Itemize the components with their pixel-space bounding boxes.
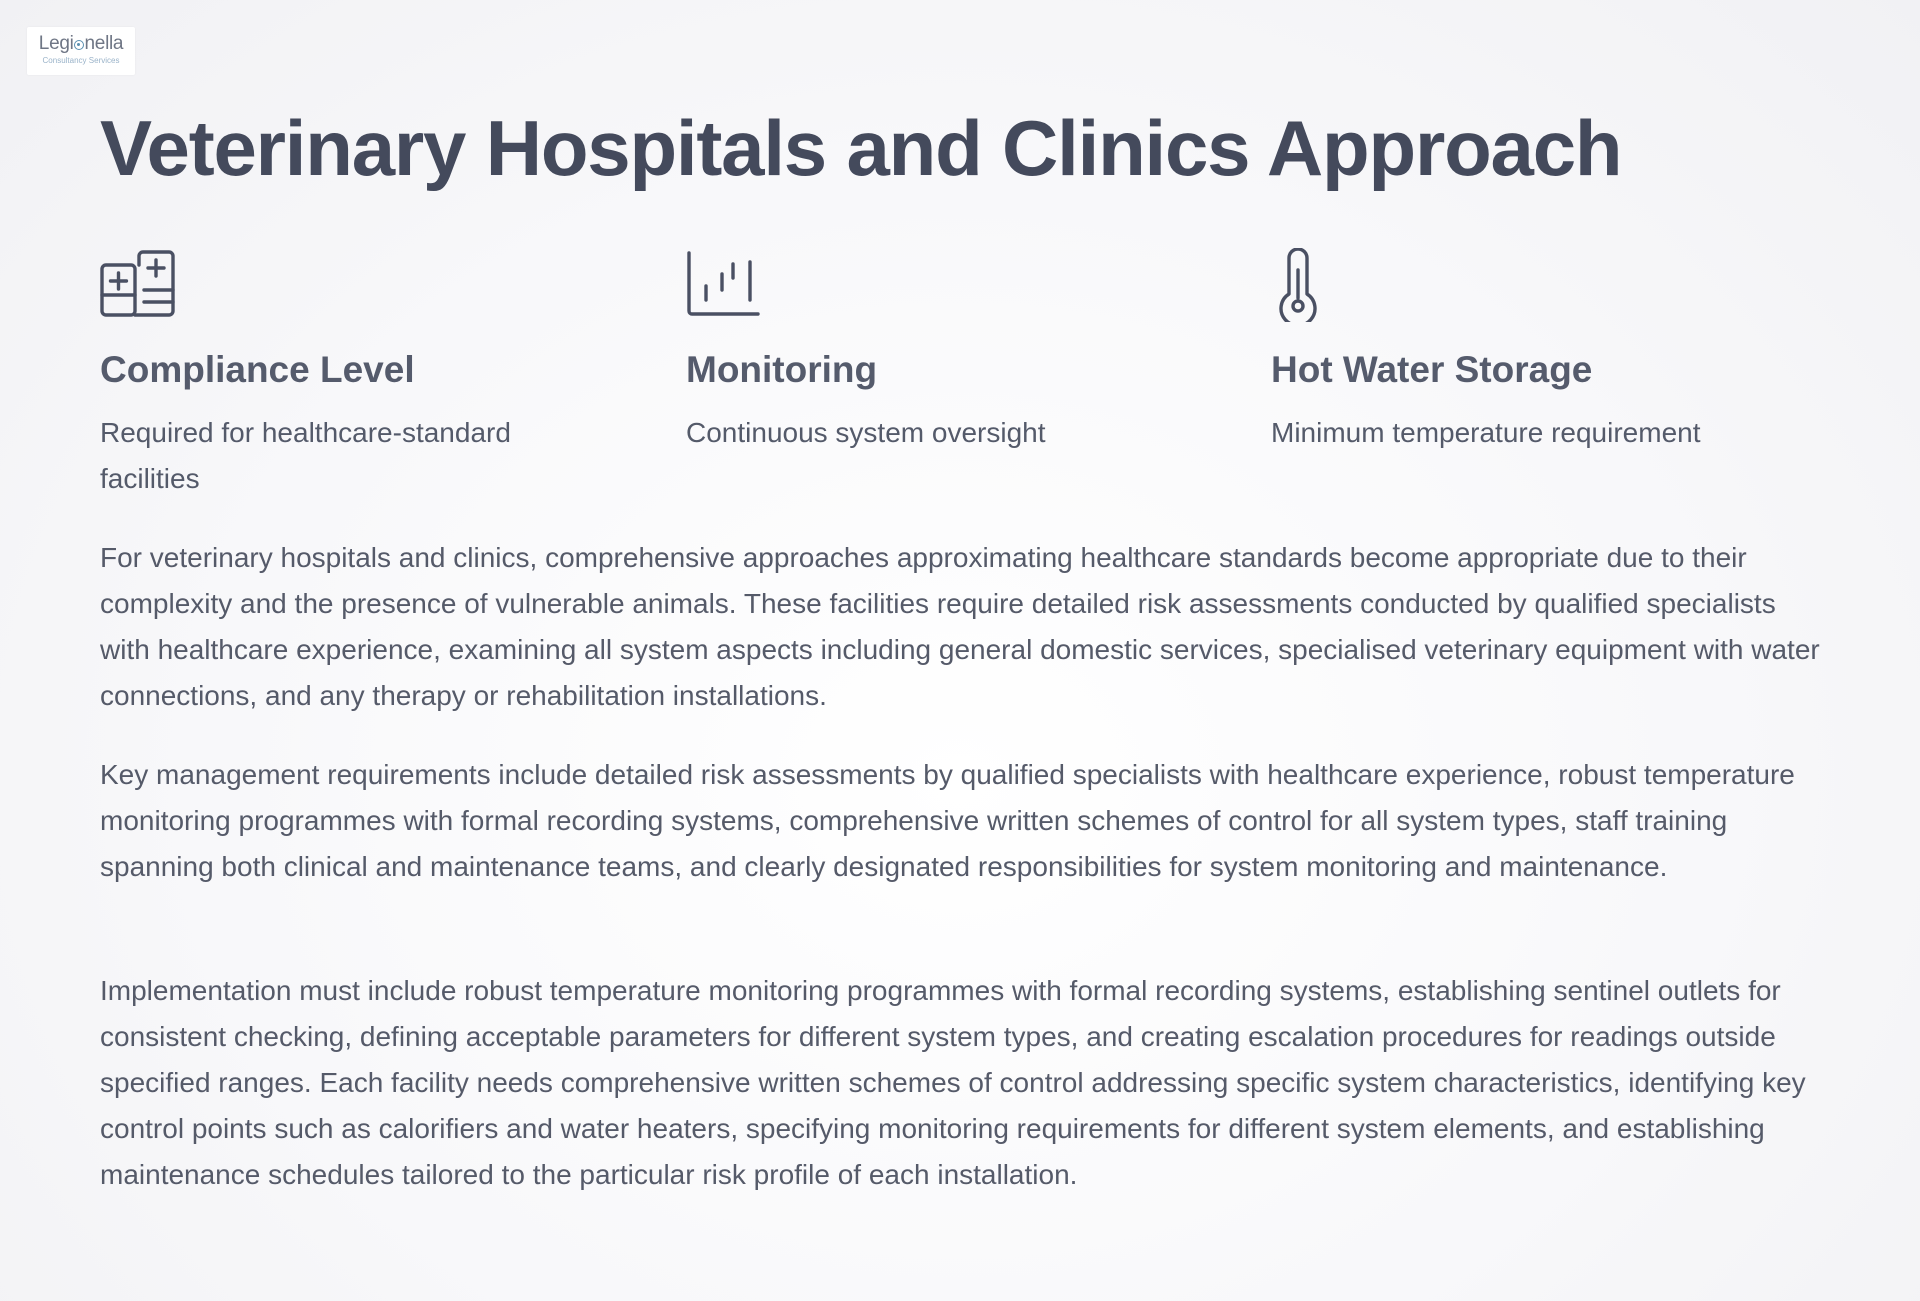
feature-description: Continuous system oversight: [686, 417, 1046, 448]
feature-description: Minimum temperature requirement: [1271, 417, 1701, 448]
logo-wordmark: [27, 33, 135, 55]
feature-hot-water-storage: [1271, 248, 1771, 448]
logo-o-mark-icon: [74, 40, 84, 50]
logo-text-part2: nella: [84, 33, 124, 54]
page-title: Veterinary Hospitals and Clinics Approach: [100, 104, 1622, 192]
logo-subtitle: Consultancy Services: [42, 56, 120, 65]
bar-chart-icon: [686, 248, 764, 322]
thermometer-icon: [1271, 248, 1349, 322]
feature-title: Monitoring: [686, 349, 878, 390]
feature-monitoring: [686, 248, 1186, 448]
feature-compliance-level: [100, 248, 600, 494]
company-logo: [27, 27, 135, 75]
paragraph-implementation: Implementation must include robust temperature monitoring programmes with formal recording systems, establishing sentinel outlets for consistent checking, defining acceptable parameters for different system types, and creating escalation procedures for readings outside specified ranges. Each facility needs comprehensive written schemes of control addressing specific system characteristics, identifying key control points such as calorifiers and water heaters, specifying monitoring requirements for different system elements, and establishing maintenance schedules tailored to the particular risk profile of each installation.: [100, 975, 1806, 1190]
paragraph-intro: For veterinary hospitals and clinics, comprehensive approaches approximating healthcare standards become appropriate due to their complexity and the presence of vulnerable animals. These facilities require detailed risk assessments conducted by qualified specialists with healthcare experience, examining all system aspects including general domestic services, specialised veterinary equipment with water connections, and any therapy or rehabilitation installations.: [100, 542, 1820, 711]
feature-title: Hot Water Storage: [1271, 349, 1593, 390]
logo-text-part1: Legi: [38, 33, 74, 54]
feature-description: Required for healthcare-standard facilities: [100, 417, 511, 494]
medical-records-icon: [100, 248, 178, 322]
paragraph-key-requirements: Key management requirements include detailed risk assessments by qualified specialists with healthcare experience, robust temperature monitoring programmes with formal recording systems, comprehensive written schemes of control for all system types, staff training spanning both clinical and maintenance teams, and clearly designated responsibilities for system monitoring and maintenance.: [100, 759, 1795, 882]
feature-title: Compliance Level: [100, 349, 415, 390]
